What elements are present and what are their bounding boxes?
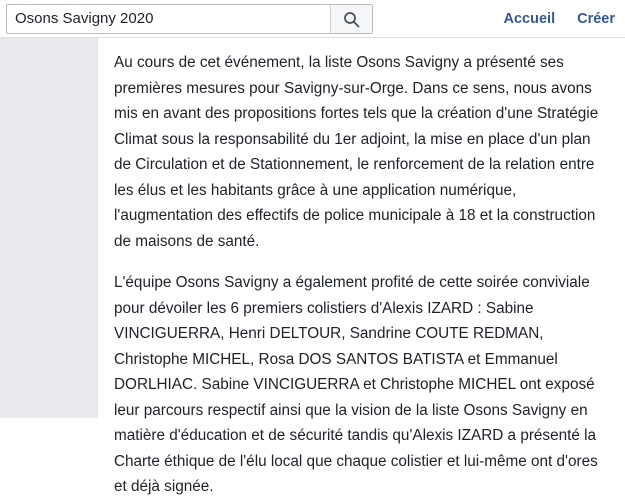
search-button[interactable] <box>330 5 372 33</box>
article-paragraph: Au cours de cet événement, la liste Osons Savigny a présenté ses premières mesures pour Savigny-sur-Orge. Dans ce sens, nous avons mis en avant des propositions fortes tels que la création d'une Stratégie Climat sous la responsabilité du 1er adjoint, la mise en place d'un plan de Circulation et de Stationnement, le renforcement de la relation entre les élus et les habitants grâce à une application numérique, l'augmentation des effectifs de police municipale à 18 et la construction de maisons de santé. <box>114 54 599 250</box>
home-link[interactable]: Accueil <box>503 11 556 27</box>
article-paragraph: L'équipe Osons Savigny a également profité de cette soirée conviviale pour dévoiler les 6 premiers colistiers d'Alexis IZARD : Sabine VINCIGUERRA, Henri DELTOUR, Sandrine COUTE REDMAN, Christophe MICHEL, Rosa DOS SANTOS BATISTA et Emmanuel DORLHIAC. Sabine VINCIGUERRA et Christophe MICHEL ont exposé leur parcours respectif ainsi que la vision de la liste Osons Savigny en matière d'éducation et de sécurité tandis qu'Alexis IZARD a présenté la Charte éthique de l'élu local que chaque colistier et lui-même ont d'ores et déjà signée. <box>114 274 598 495</box>
article-body <box>97 38 625 495</box>
top-bar <box>0 0 625 38</box>
content-area <box>0 38 625 495</box>
search-input[interactable] <box>7 5 330 33</box>
search-bar[interactable] <box>6 4 373 34</box>
create-link[interactable]: Créer <box>577 11 615 27</box>
search-icon <box>343 11 360 28</box>
top-bar-links <box>504 0 615 38</box>
